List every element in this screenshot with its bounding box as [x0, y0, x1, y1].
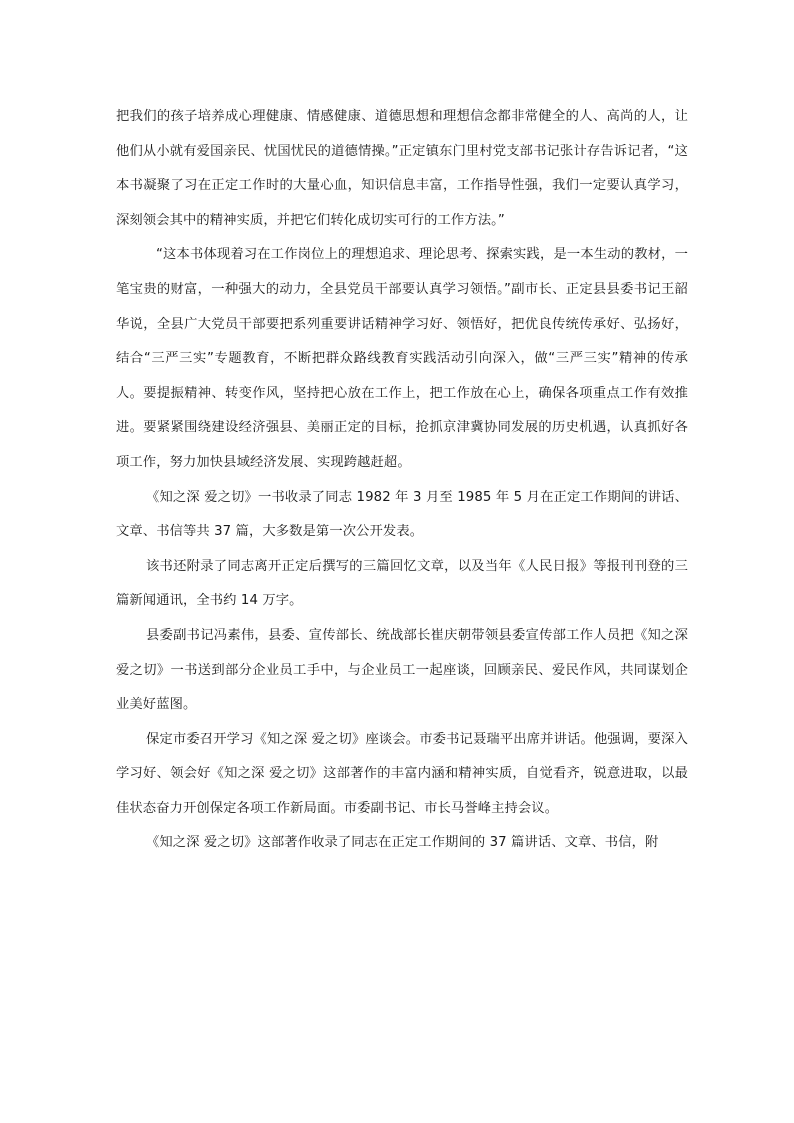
paragraph-3: 《知之深 爱之切》一书收录了同志 1982 年 3 月至 1985 年 5 月在正定工作期间的讲话、文章、书信等共 37 篇，大多数是第一次公开发表。 [116, 489, 688, 540]
paragraph-6: 保定市委召开学习《知之深 爱之切》座谈会。市委书记聂瑞平出席并讲话。他强调，要深入学习好、领会好《知之深 爱之切》这部著作的丰富内涵和精神实质，自觉看齐，锐意进取，以最佳状态奋力开创保定各项工作新局面。市委副书记、市长马誉峰主持会议。 [116, 731, 688, 816]
paragraph-4: 该书还附录了同志离开正定后撰写的三篇回忆文章，以及当年《人民日报》等报刊刊登的三篇新闻通讯，全书约 14 万字。 [116, 558, 688, 609]
paragraph-5: 县委副书记冯素伟，县委、宣传部长、统战部长崔庆朝带领县委宣传部工作人员把《知之深爱之切》一书送到部分企业员工手中，与企业员工一起座谈，回顾亲民、爱民作风，共同谋划企业美好蓝图。 [116, 627, 688, 713]
document-page [116, 100, 688, 861]
paragraph-7: 《知之深 爱之切》这部著作收录了同志在正定工作期间的 37 篇讲话、文章、书信，附 [146, 835, 659, 851]
paragraph-1: 把我们的孩子培养成心理健康、情感健康、道德思想和理想信念都非常健全的人、高尚的人，让他们从小就有爱国亲民、忧国忧民的道德情操。”正定镇东门里村党支部书记张计存告诉记者，“这本书凝聚了习在正定工作时的大量心血，知识信息丰富，工作指导性强，我们一定要认真学习，深刻领会其中的精神实质，并把它们转化成切实可行的工作方法。” [116, 109, 688, 228]
paragraph-2: “这本书体现着习在工作岗位上的理想追求、理论思考、探索实践，是一本生动的教材，一笔宝贵的财富，一种强大的动力，全县党员干部要认真学习领悟。”副市长、正定县县委书记王韶华说，全县广大党员干部要把系列重要讲话精神学习好、领悟好，把优良传统传承好、弘扬好，结合“三严三实”专题教育，不断把群众路线教育实践活动引向深入，做“三严三实”精神的传承人。要提振精神、转变作风，坚持把心放在工作上，把工作放在心上，确保各项重点工作有效推进。要紧紧围绕建设经济强县、美丽正定的目标，抢抓京津冀协同发展的历史机遇，认真抓好各项工作，努力加快县域经济发展、实现跨越赶超。 [116, 247, 688, 470]
